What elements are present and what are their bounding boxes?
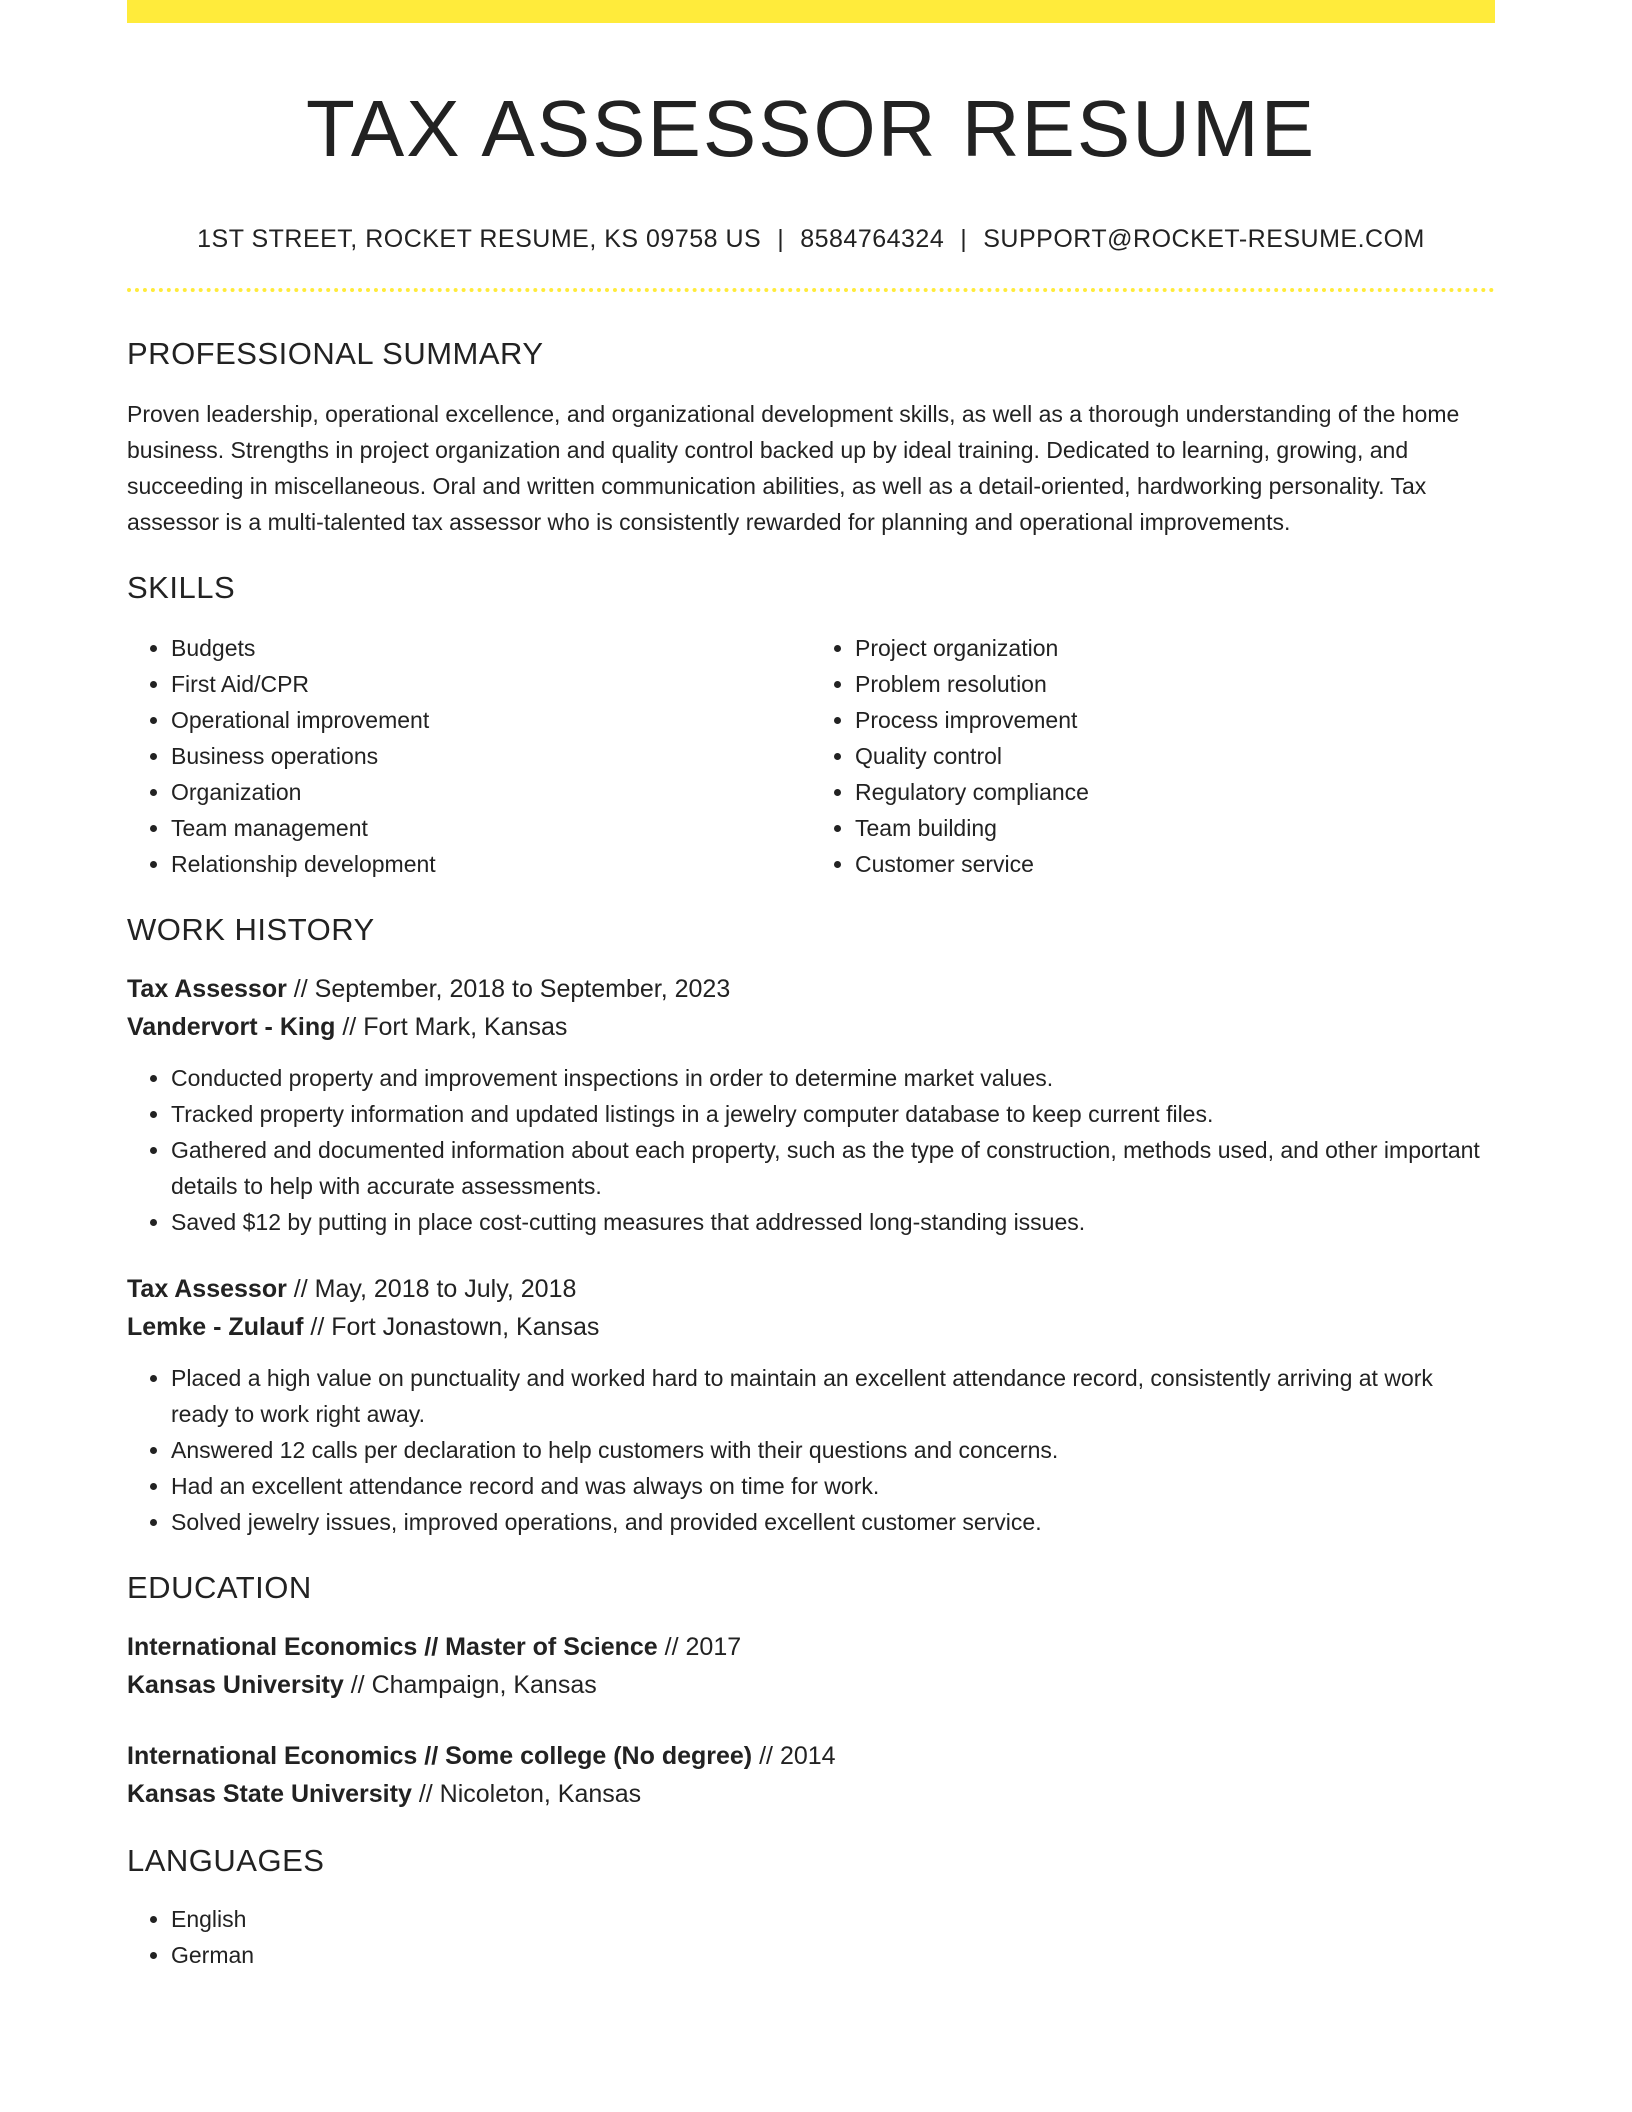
job-dates: September, 2018 to September, 2023 [314,975,731,1003]
job-bullet: • Placed a high value on punctuality and worked hard to maintain an excellent attendance record, consistently arriving at work ready to work right away. [171,1360,1495,1432]
skill-item: • First Aid/CPR [171,666,811,702]
job-company-line [127,1308,1495,1346]
separator: // [293,975,308,1003]
job-company: Vandervort - King [127,1013,336,1041]
skills-column-left [127,630,811,882]
education-degree: International Economics // Some college (No degree) [127,1742,753,1770]
job-role: Tax Assessor [127,975,287,1003]
skill-item: • Customer service [855,846,1495,882]
skill-item: • Team building [855,810,1495,846]
contact-separator: | [960,225,968,253]
section-title-work-history: WORK HISTORY [127,912,375,947]
section-title-education: EDUCATION [127,1570,312,1605]
job-bullet: • Saved $12 by putting in place cost-cutting measures that addressed long-standing issues. [171,1204,1495,1240]
section-title-languages: LANGUAGES [127,1843,325,1878]
job-bullet: • Had an excellent attendance record and was always on time for work. [171,1468,1495,1504]
job-bullet: • Conducted property and improvement inspections in order to determine market values. [171,1060,1495,1096]
education-degree-line [127,1628,1495,1666]
contact-line [127,225,1495,254]
education-entry [127,1737,1495,1813]
summary-text: Proven leadership, operational excellence, and organizational development skills, as well as a thorough understanding of the home business. Strengths in project organization and quality control backed up by ideal training. Dedicated to learning, growing, and succeeding in miscellaneous. Oral and written communication abilities, as well as a detail-oriented, hardworking personality. Tax assessor is a multi-talented tax assessor who is consistently rewarded for planning and operational improvements. [127,401,1460,535]
job-dates: May, 2018 to July, 2018 [314,1275,577,1303]
separator: // [350,1671,365,1699]
job-bullet: • Gathered and documented information about each property, such as the type of construction, methods used, and other important details to help with accurate assessments. [171,1132,1495,1204]
dotted-divider [127,288,1495,292]
job-title-line [127,970,1495,1008]
education-year: 2014 [779,1742,836,1770]
job-bullets [127,1360,1495,1540]
resume-page [127,0,1495,1973]
job-company: Lemke - Zulauf [127,1313,304,1341]
section-title-skills: SKILLS [127,570,236,605]
job-location: Fort Mark, Kansas [363,1013,568,1041]
language-item: • English [171,1901,1495,1937]
skill-item: • Relationship development [171,846,811,882]
resume-title: TAX ASSESSOR RESUME [305,84,1317,173]
skill-item: • Team management [171,810,811,846]
skill-item: • Business operations [171,738,811,774]
job-bullet: • Solved jewelry issues, improved operations, and provided excellent customer service. [171,1504,1495,1540]
education-location: Champaign, Kansas [371,1671,597,1699]
education-degree-line [127,1737,1495,1775]
education-degree: International Economics // Master of Science [127,1633,658,1661]
separator: // [664,1633,679,1661]
skill-item: • Operational improvement [171,702,811,738]
education-school-line [127,1666,1495,1704]
education-year: 2017 [685,1633,742,1661]
contact-separator: | [777,225,785,253]
separator: // [293,1275,308,1303]
separator: // [342,1013,357,1041]
job-location: Fort Jonastown, Kansas [331,1313,600,1341]
education-school-line [127,1775,1495,1813]
job-bullets [127,1060,1495,1240]
job-entry [127,970,1495,1240]
skill-item: • Project organization [855,630,1495,666]
skills-column-right [811,630,1495,882]
job-bullet: • Answered 12 calls per declaration to help customers with their questions and concerns. [171,1432,1495,1468]
separator: // [759,1742,773,1770]
contact-address: 1ST STREET, ROCKET RESUME, KS 09758 US [197,225,762,253]
job-role: Tax Assessor [127,1275,287,1303]
job-bullet: • Tracked property information and updated listings in a jewelry computer database to keep current files. [171,1096,1495,1132]
skill-item: • Regulatory compliance [855,774,1495,810]
skill-item: • Organization [171,774,811,810]
education-school: Kansas University [127,1671,344,1699]
skills-list [127,630,1495,882]
contact-phone: 8584764324 [800,225,945,253]
skill-item: • Quality control [855,738,1495,774]
section-title-summary: PROFESSIONAL SUMMARY [127,336,544,371]
education-school: Kansas State University [127,1780,412,1808]
skill-item: • Process improvement [855,702,1495,738]
skill-item: • Problem resolution [855,666,1495,702]
separator: // [310,1313,325,1341]
language-item: • German [171,1937,1495,1973]
job-company-line [127,1008,1495,1046]
education-location: Nicoleton, Kansas [439,1780,642,1808]
skill-item: • Budgets [171,630,811,666]
job-entry [127,1270,1495,1540]
education-entry [127,1628,1495,1704]
top-accent-bar [127,0,1495,23]
job-title-line [127,1270,1495,1308]
languages-list [127,1901,1495,1973]
separator: // [418,1780,433,1808]
contact-email: SUPPORT@ROCKET-RESUME.COM [983,225,1425,253]
